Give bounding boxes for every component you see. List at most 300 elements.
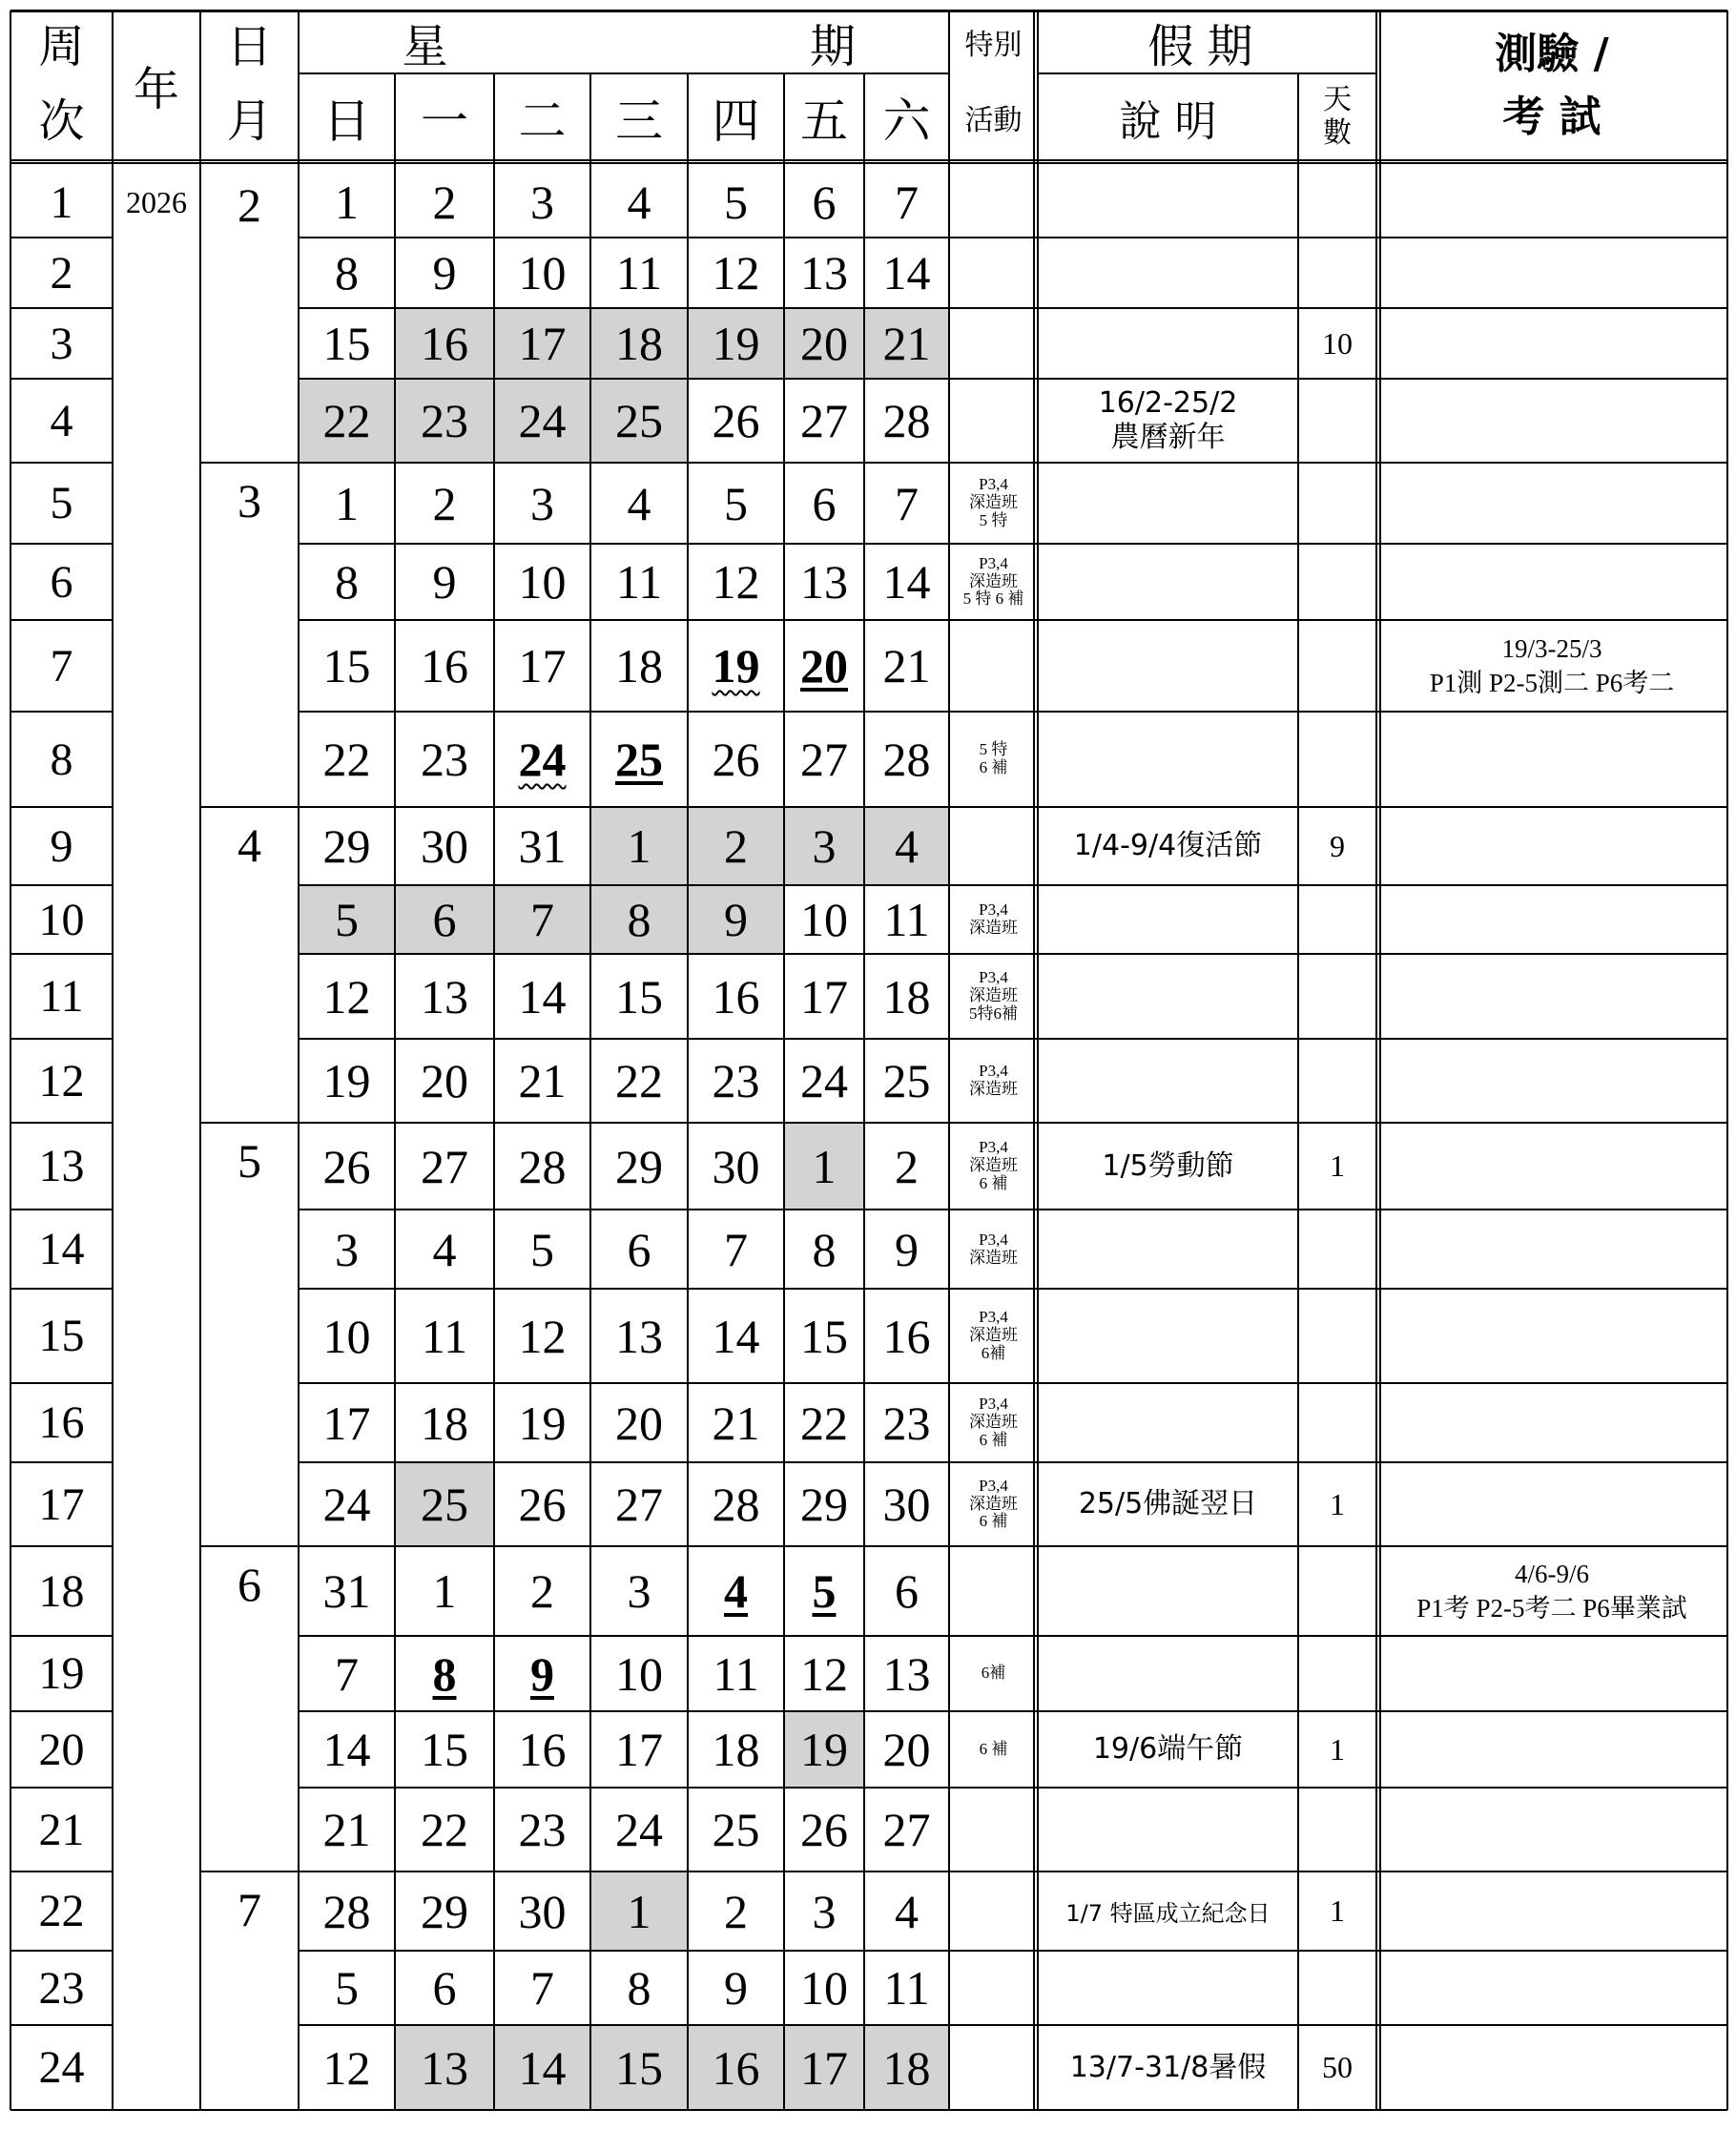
- special-activity: P3,4 深造班 5 特: [969, 475, 1018, 529]
- grid-line: [10, 1545, 113, 1547]
- grid-line: [10, 1209, 113, 1210]
- day-cell: 9: [432, 555, 457, 609]
- grid-line: [1379, 10, 1381, 2110]
- week-number: 23: [38, 1962, 85, 2014]
- holiday-days: 1: [1330, 1148, 1345, 1183]
- day-cell: 30: [518, 1884, 567, 1938]
- special-activity: P3,4 深造班 6 補: [969, 1395, 1018, 1449]
- exam-note: 19/3-25/3 P1測 P2-5測二 P6考二: [1429, 633, 1675, 697]
- week-number: 14: [38, 1224, 85, 1274]
- special-activity: P3,4 深造班: [969, 1062, 1018, 1098]
- header-weekday-2: 二: [518, 93, 567, 149]
- day-cell: 25: [395, 1462, 494, 1546]
- day-cell: 8: [335, 555, 359, 609]
- header-special-2: 活動: [964, 103, 1023, 137]
- header-exam: 測驗 / 考 試: [1495, 29, 1609, 141]
- holiday-description: 25/5佛誕翌日: [1078, 1487, 1258, 1520]
- grid-line: [394, 73, 396, 2110]
- grid-line: [10, 1288, 113, 1290]
- day-cell: 12: [712, 555, 760, 609]
- holiday-days: 50: [1322, 2050, 1353, 2084]
- special-activity: P3,4 深造班 5 特 6 補: [962, 553, 1024, 609]
- day-cell: 11: [883, 893, 930, 946]
- day-cell: 15: [421, 1723, 468, 1776]
- grid-line: [298, 10, 300, 2110]
- day-cell: 19: [712, 639, 760, 693]
- day-cell: 16: [421, 639, 468, 693]
- holiday-days: 1: [1330, 1893, 1345, 1928]
- grid-line: [1037, 10, 1039, 2110]
- day-cell: 31: [518, 819, 567, 873]
- header-year: 年: [133, 63, 179, 116]
- week-number: 12: [38, 1055, 85, 1106]
- grid-line: [299, 237, 1727, 238]
- day-cell: 4: [864, 807, 949, 885]
- day-cell: 5: [530, 1222, 554, 1276]
- grid-line: [200, 462, 299, 464]
- day-cell: 12: [712, 246, 760, 300]
- day-cell: 17: [518, 639, 567, 693]
- day-cell: 9: [895, 1222, 919, 1276]
- day-cell: 25: [712, 1803, 760, 1856]
- day-cell: 14: [322, 1723, 371, 1776]
- special-activity: P3,4 深造班 5特6補: [969, 968, 1018, 1023]
- grid-line: [1033, 10, 1035, 2110]
- grid-line: [10, 307, 113, 309]
- day-cell: 15: [615, 969, 663, 1024]
- week-number: 5: [50, 478, 73, 528]
- day-cell: 26: [800, 1803, 848, 1856]
- grid-line: [10, 1038, 113, 1040]
- day-cell: 27: [800, 733, 848, 786]
- day-cell: 10: [322, 1309, 371, 1363]
- grid-line: [200, 1122, 299, 1124]
- holiday-description: 16/2-25/2 農曆新年: [1098, 386, 1238, 454]
- grid-line: [299, 711, 1727, 713]
- day-cell: 10: [518, 555, 567, 609]
- grid-line: [299, 72, 949, 74]
- grid-line: [10, 619, 113, 621]
- day-cell: 9: [688, 885, 784, 954]
- day-cell: 8: [432, 1646, 457, 1701]
- day-cell: 2: [432, 176, 457, 229]
- week-number: 1: [50, 176, 73, 228]
- day-cell: 1: [784, 1123, 864, 1210]
- day-cell: 27: [882, 1803, 931, 1856]
- day-cell: 17: [615, 1723, 663, 1776]
- day-cell: 3: [627, 1564, 651, 1618]
- day-cell: 10: [518, 246, 567, 300]
- day-cell: 10: [800, 893, 848, 946]
- day-cell: 13: [421, 969, 468, 1024]
- day-cell: 4: [432, 1222, 457, 1276]
- day-cell: 5: [335, 1961, 359, 2015]
- day-cell: 8: [335, 246, 359, 300]
- day-cell: 2: [530, 1564, 554, 1618]
- month-label-2: 2: [238, 178, 261, 232]
- day-cell: 4: [627, 176, 651, 229]
- grid-line: [299, 619, 1727, 621]
- day-cell: 3: [530, 176, 554, 229]
- day-cell: 29: [421, 1884, 468, 1938]
- day-cell: 22: [800, 1396, 848, 1450]
- grid-line: [10, 1710, 113, 1712]
- month-label-3: 3: [238, 474, 261, 527]
- header-xingqi-1: 星: [402, 19, 448, 73]
- day-cell: 22: [615, 1054, 663, 1107]
- day-cell: 20: [784, 308, 864, 379]
- grid-line: [10, 543, 113, 545]
- day-cell: 6: [432, 1961, 457, 2015]
- special-activity: P3,4 深造班: [969, 900, 1018, 937]
- grid-line: [10, 1871, 113, 1872]
- day-cell: 6: [812, 476, 837, 530]
- day-cell: 10: [615, 1646, 663, 1701]
- grid-line: [1038, 72, 1376, 74]
- day-cell: 11: [421, 1309, 468, 1363]
- day-cell: 23: [518, 1803, 567, 1856]
- grid-line: [299, 1710, 1727, 1712]
- day-cell: 18: [712, 1723, 760, 1776]
- day-cell: 6: [627, 1222, 651, 1276]
- special-activity: 6補: [981, 1664, 1006, 1683]
- day-cell: 16: [882, 1309, 931, 1363]
- grid-line: [299, 543, 1727, 545]
- day-cell: 3: [784, 807, 864, 885]
- month-label-7: 7: [238, 1883, 261, 1936]
- day-cell: 1: [335, 176, 359, 229]
- week-number: 2: [50, 247, 73, 299]
- day-cell: 26: [518, 1478, 567, 1531]
- day-cell: 14: [882, 555, 931, 609]
- grid-line: [589, 73, 591, 2110]
- day-cell: 12: [800, 1646, 848, 1701]
- day-cell: 5: [724, 476, 748, 530]
- day-cell: 1: [590, 1872, 688, 1951]
- week-number: 18: [38, 1565, 85, 1617]
- day-cell: 19: [784, 1711, 864, 1788]
- holiday-days: 1: [1330, 1486, 1345, 1521]
- day-cell: 20: [800, 639, 848, 693]
- week-number: 22: [38, 1886, 85, 1936]
- grid-line: [200, 2109, 299, 2111]
- day-cell: 16: [518, 1723, 567, 1776]
- day-cell: 24: [615, 1803, 663, 1856]
- day-cell: 3: [812, 1884, 837, 1938]
- day-cell: 26: [712, 733, 760, 786]
- day-cell: 21: [518, 1054, 567, 1107]
- day-cell: 15: [800, 1309, 848, 1363]
- month-label-6: 6: [238, 1558, 261, 1611]
- day-cell: 13: [395, 2025, 494, 2110]
- grid-line: [299, 2024, 1727, 2026]
- grid-line: [299, 1122, 1727, 1124]
- day-cell: 5: [724, 176, 748, 229]
- day-cell: 14: [882, 246, 931, 300]
- grid-line: [299, 1209, 1727, 1210]
- grid-line: [200, 1871, 299, 1872]
- grid-line: [299, 2109, 1727, 2111]
- day-cell: 9: [530, 1646, 554, 1701]
- day-cell: 1: [432, 1564, 457, 1618]
- header-holiday-desc: 說 明: [1119, 96, 1217, 146]
- day-cell: 7: [724, 1222, 748, 1276]
- day-cell: 25: [615, 733, 663, 786]
- header-month-2: 月: [226, 94, 273, 148]
- grid-line: [948, 10, 950, 2110]
- week-number: 7: [50, 640, 73, 692]
- holiday-description: 1/5勞動節: [1102, 1148, 1234, 1183]
- day-cell: 18: [882, 969, 931, 1024]
- day-cell: 11: [713, 1646, 759, 1701]
- grid-line: [113, 2109, 200, 2111]
- day-cell: 7: [895, 476, 919, 530]
- day-cell: 27: [615, 1478, 663, 1531]
- day-cell: 8: [812, 1222, 837, 1276]
- holiday-days: 1: [1330, 1731, 1345, 1767]
- day-cell: 18: [864, 2025, 949, 2110]
- special-activity: P3,4 深造班: [969, 1230, 1018, 1267]
- grid-line: [299, 1871, 1727, 1872]
- day-cell: 7: [335, 1646, 359, 1701]
- day-cell: 19: [322, 1054, 371, 1107]
- day-cell: 13: [882, 1646, 931, 1701]
- holiday-description: 13/7-31/8暑假: [1069, 2050, 1267, 2084]
- day-cell: 24: [322, 1478, 371, 1531]
- day-cell: 2: [432, 476, 457, 530]
- header-week-2: 次: [38, 94, 85, 148]
- day-cell: 24: [800, 1054, 848, 1107]
- day-cell: 10: [800, 1961, 848, 2015]
- day-cell: 1: [335, 476, 359, 530]
- grid-line: [299, 1461, 1727, 1463]
- table-top-border: [10, 10, 1727, 12]
- day-cell: 6: [395, 885, 494, 954]
- day-cell: 19: [688, 308, 784, 379]
- day-cell: 31: [322, 1564, 371, 1618]
- day-cell: 23: [712, 1054, 760, 1107]
- special-activity: 5 特 6 補: [979, 740, 1008, 776]
- grid-line: [200, 1545, 299, 1547]
- grid-line: [10, 884, 113, 886]
- day-cell: 23: [882, 1396, 931, 1450]
- day-cell: 20: [615, 1396, 663, 1450]
- day-cell: 22: [322, 733, 371, 786]
- grid-line: [10, 953, 113, 955]
- day-cell: 26: [322, 1139, 371, 1193]
- grid-line: [10, 237, 113, 238]
- day-cell: 23: [421, 733, 468, 786]
- day-cell: 16: [712, 969, 760, 1024]
- day-cell: 4: [627, 476, 651, 530]
- day-cell: 28: [322, 1884, 371, 1938]
- grid-line: [10, 1382, 113, 1384]
- day-cell: 29: [800, 1478, 848, 1531]
- week-number: 21: [38, 1804, 85, 1855]
- day-cell: 13: [800, 246, 848, 300]
- day-cell: 12: [322, 969, 371, 1024]
- grid-line: [299, 884, 1727, 886]
- header-holiday: 假期: [1147, 19, 1267, 73]
- day-cell: 14: [494, 2025, 590, 2110]
- holiday-description: 1/4-9/4復活節: [1073, 829, 1263, 862]
- week-number: 15: [38, 1311, 85, 1361]
- week-number: 16: [38, 1397, 85, 1448]
- day-cell: 26: [712, 394, 760, 447]
- day-cell: 21: [322, 1803, 371, 1856]
- day-cell: 11: [615, 246, 663, 300]
- day-cell: 23: [395, 379, 494, 463]
- grid-line: [112, 10, 114, 2110]
- day-cell: 28: [712, 1478, 760, 1531]
- grid-line: [10, 2024, 113, 2026]
- holiday-days: 9: [1330, 828, 1345, 863]
- special-activity: P3,4 深造班 6補: [969, 1308, 1018, 1362]
- day-cell: 11: [615, 555, 663, 609]
- week-number: 8: [50, 734, 73, 785]
- grid-line: [299, 307, 1727, 309]
- grid-line: [199, 10, 201, 2110]
- week-number: 3: [50, 318, 73, 369]
- day-cell: 21: [882, 639, 931, 693]
- day-cell: 13: [615, 1309, 663, 1363]
- day-cell: 5: [812, 1564, 837, 1618]
- grid-line: [10, 462, 113, 464]
- week-number: 20: [38, 1724, 85, 1775]
- day-cell: 8: [627, 1961, 651, 2015]
- grid-line: [299, 1787, 1727, 1789]
- week-number: 13: [38, 1141, 85, 1191]
- header-weekday-0: 日: [322, 93, 371, 149]
- day-cell: 7: [530, 1961, 554, 2015]
- grid-line: [10, 10, 11, 2110]
- day-cell: 15: [322, 317, 371, 370]
- day-cell: 22: [299, 379, 395, 463]
- grid-line: [863, 73, 865, 2110]
- day-cell: 1: [590, 807, 688, 885]
- header-days: 天 數: [1323, 83, 1352, 150]
- week-number: 9: [50, 820, 73, 872]
- week-number: 24: [38, 2042, 85, 2093]
- grid-line: [299, 1545, 1727, 1547]
- day-cell: 28: [882, 394, 931, 447]
- day-cell: 25: [590, 379, 688, 463]
- day-cell: 4: [724, 1564, 748, 1618]
- grid-line: [299, 378, 1727, 380]
- header-weekday-1: 一: [421, 93, 468, 149]
- day-cell: 15: [590, 2025, 688, 2110]
- week-number: 19: [38, 1648, 85, 1699]
- day-cell: 17: [322, 1396, 371, 1450]
- header-week-1: 周: [38, 19, 85, 73]
- special-activity: P3,4 深造班 6 補: [969, 1476, 1018, 1531]
- day-cell: 9: [724, 1961, 748, 2015]
- grid-line: [783, 73, 785, 2110]
- week-number: 11: [39, 971, 84, 1022]
- week-number: 10: [38, 894, 85, 945]
- grid-line: [299, 953, 1727, 955]
- grid-line: [10, 711, 113, 713]
- grid-line: [687, 73, 689, 2110]
- grid-line: [200, 806, 299, 808]
- day-cell: 19: [518, 1396, 567, 1450]
- day-cell: 7: [494, 885, 590, 954]
- header-weekday-3: 三: [615, 93, 663, 149]
- day-cell: 2: [688, 807, 784, 885]
- grid-line: [1297, 73, 1299, 2110]
- day-cell: 22: [421, 1803, 468, 1856]
- holiday-days: 10: [1322, 325, 1353, 361]
- day-cell: 11: [883, 1961, 930, 2015]
- day-cell: 30: [421, 819, 468, 873]
- day-cell: 15: [322, 639, 371, 693]
- grid-line: [10, 1635, 113, 1637]
- day-cell: 28: [518, 1139, 567, 1193]
- day-cell: 30: [882, 1478, 931, 1531]
- header-month-1: 日: [226, 19, 273, 73]
- day-cell: 18: [421, 1396, 468, 1450]
- day-cell: 5: [299, 885, 395, 954]
- grid-line: [299, 806, 1727, 808]
- day-cell: 9: [432, 246, 457, 300]
- header-weekday-4: 四: [712, 93, 760, 149]
- day-cell: 6: [895, 1564, 919, 1618]
- day-cell: 21: [712, 1396, 760, 1450]
- day-cell: 14: [518, 969, 567, 1024]
- holiday-description: 1/7 特區成立紀念日: [1065, 1900, 1271, 1927]
- header-xingqi-2: 期: [809, 19, 856, 73]
- day-cell: 27: [800, 394, 848, 447]
- grid-line: [299, 1288, 1727, 1290]
- header-bottom-rule-2: [10, 162, 1727, 164]
- grid-line: [10, 806, 113, 808]
- day-cell: 13: [800, 555, 848, 609]
- day-cell: 24: [518, 733, 567, 786]
- day-cell: 29: [322, 819, 371, 873]
- day-cell: 2: [895, 1139, 919, 1193]
- grid-line: [10, 378, 113, 380]
- day-cell: 17: [784, 2025, 864, 2110]
- month-label-4: 4: [238, 818, 261, 872]
- exam-note: 4/6-9/6 P1考 P2-5考二 P6畢業試: [1416, 1559, 1687, 1623]
- week-number: 6: [50, 556, 73, 608]
- header-weekday-5: 五: [800, 93, 848, 149]
- day-cell: 4: [895, 1884, 919, 1938]
- day-cell: 25: [882, 1054, 931, 1107]
- day-cell: 30: [712, 1139, 760, 1193]
- day-cell: 8: [590, 885, 688, 954]
- day-cell: 16: [395, 308, 494, 379]
- day-cell: 14: [712, 1309, 760, 1363]
- day-cell: 2: [724, 1884, 748, 1938]
- day-cell: 21: [864, 308, 949, 379]
- grid-line: [10, 1461, 113, 1463]
- grid-line: [299, 1635, 1727, 1637]
- day-cell: 18: [590, 308, 688, 379]
- grid-line: [10, 1122, 113, 1124]
- special-activity: P3,4 深造班 6 補: [969, 1138, 1018, 1192]
- grid-line: [299, 1038, 1727, 1040]
- header-special-1: 特別: [964, 29, 1023, 62]
- month-label-5: 5: [238, 1134, 261, 1188]
- grid-line: [493, 73, 495, 2110]
- header-weekday-6: 六: [882, 93, 931, 149]
- day-cell: 24: [494, 379, 590, 463]
- holiday-description: 19/6端午節: [1092, 1732, 1244, 1766]
- day-cell: 28: [882, 733, 931, 786]
- year-label: 2026: [126, 184, 187, 219]
- header-bottom-rule: [10, 159, 1727, 161]
